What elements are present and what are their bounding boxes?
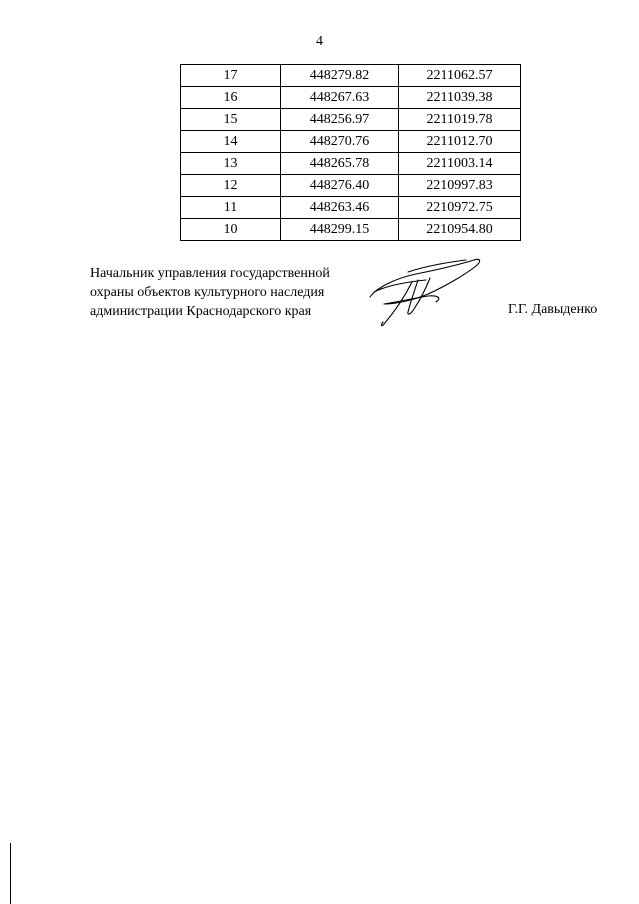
coordinate-x: 448265.78 xyxy=(281,153,399,175)
table-row xyxy=(181,65,521,87)
coordinate-x: 448270.76 xyxy=(281,131,399,153)
position-line: охраны объектов культурного наследия xyxy=(90,285,325,300)
table-row xyxy=(181,219,521,241)
coordinate-y: 2211003.14 xyxy=(399,153,521,175)
signer-name: Г.Г. Давыденко xyxy=(508,302,598,317)
coordinate-y: 2210954.80 xyxy=(399,219,521,241)
coordinate-x: 448299.15 xyxy=(281,219,399,241)
coordinate-x: 448267.63 xyxy=(281,87,399,109)
table-row xyxy=(181,153,521,175)
table-row xyxy=(181,175,521,197)
point-number: 15 xyxy=(181,109,281,131)
table-row xyxy=(181,197,521,219)
coordinate-x: 448279.82 xyxy=(281,65,399,87)
point-number: 11 xyxy=(181,197,281,219)
coordinate-y: 2211039.38 xyxy=(399,87,521,109)
coordinates-table xyxy=(180,64,521,241)
coordinate-x: 448276.40 xyxy=(281,175,399,197)
point-number: 17 xyxy=(181,65,281,87)
coordinate-y: 2211012.70 xyxy=(399,131,521,153)
table-row xyxy=(181,87,521,109)
coordinate-y: 2211062.57 xyxy=(399,65,521,87)
handwritten-signature xyxy=(366,252,484,330)
table-row xyxy=(181,131,521,153)
point-number: 16 xyxy=(181,87,281,109)
coordinate-y: 2210972.75 xyxy=(399,197,521,219)
point-number: 10 xyxy=(181,219,281,241)
table-row xyxy=(181,109,521,131)
position-line: Начальник управления государственной xyxy=(90,266,330,281)
coordinate-y: 2211019.78 xyxy=(399,109,521,131)
coordinate-x: 448263.46 xyxy=(281,197,399,219)
position-line: администрации Краснодарского края xyxy=(90,304,312,319)
page-number: 4 xyxy=(316,34,323,49)
signer-position xyxy=(90,264,330,321)
margin-line xyxy=(10,843,11,904)
coordinate-x: 448256.97 xyxy=(281,109,399,131)
coordinate-y: 2210997.83 xyxy=(399,175,521,197)
point-number: 12 xyxy=(181,175,281,197)
point-number: 13 xyxy=(181,153,281,175)
point-number: 14 xyxy=(181,131,281,153)
